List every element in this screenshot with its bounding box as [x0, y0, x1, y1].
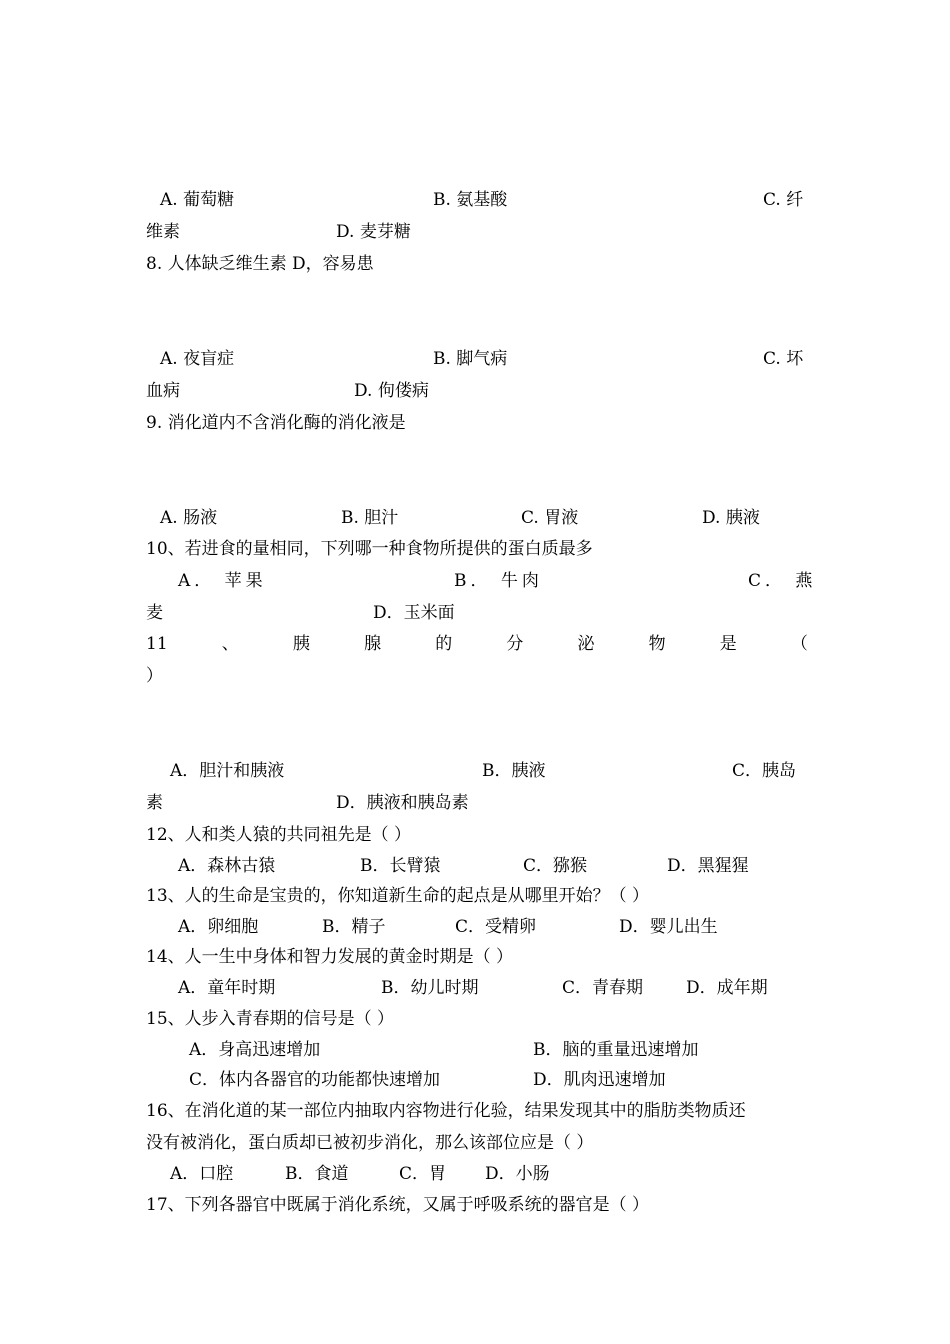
q11-stem-part: 腺 [364, 634, 382, 654]
q10-option-b: B． 牛肉 [454, 571, 543, 591]
q11-stem-part: 物 [648, 634, 666, 654]
q11-stem-part: 分 [506, 634, 524, 654]
q14-option-b: B．幼儿时期 [381, 978, 479, 998]
q7-option-b: B. 氨基酸 [433, 190, 508, 210]
q13-option-b: B．精子 [322, 917, 386, 937]
q11-option-b: B．胰液 [482, 761, 546, 781]
q9-option-a: A. 肠液 [160, 508, 218, 528]
q13-option-c: C．受精卵 [455, 917, 537, 937]
q16-option-b: B．食道 [285, 1164, 349, 1184]
q12-stem: 12、人和类人猿的共同祖先是（ ） [146, 825, 412, 845]
q10-stem: 10、若进食的量相同，下列哪一种食物所提供的蛋白质最多 [146, 539, 593, 559]
q11-stem-part: （ [790, 634, 808, 654]
q14-option-d: D．成年期 [686, 978, 768, 998]
q14-option-a: A．童年时期 [178, 978, 276, 998]
q13-option-d: D．婴儿出生 [619, 917, 718, 937]
q12-option-d: D．黑猩猩 [667, 856, 749, 876]
q16-stem-line1: 16、在消化道的某一部位内抽取内容物进行化验，结果发现其中的脂肪类物质还 [146, 1101, 746, 1121]
q11-option-a: A．胆汁和胰液 [170, 761, 285, 781]
q16-option-d: D．小肠 [485, 1164, 550, 1184]
q17-stem: 17、下列各器官中既属于消化系统，又属于呼吸系统的器官是（ ） [146, 1195, 650, 1215]
q11-stem-part: 胰 [292, 634, 310, 654]
q10-option-c: C． 燕 [748, 571, 817, 591]
q11-option-c-continued: 素 [146, 793, 163, 813]
q8-option-c-continued: 血病 [146, 381, 180, 401]
q9-option-b: B. 胆汁 [341, 508, 399, 528]
q7-option-d: D. 麦芽糖 [336, 222, 411, 242]
q9-stem: 9. 消化道内不含消化酶的消化液是 [146, 413, 406, 433]
q12-option-a: A．森林古猿 [178, 856, 276, 876]
q8-option-d: D. 佝偻病 [354, 381, 429, 401]
q7-option-c: C. 纤 [763, 190, 804, 210]
q15-option-b: B．脑的重量迅速增加 [533, 1040, 699, 1060]
q14-stem: 14、人一生中身体和智力发展的黄金时期是（ ） [146, 947, 514, 967]
q11-stem-part: 11 [146, 634, 168, 654]
q11-stem-part: 、 [221, 634, 239, 654]
q8-option-a: A. 夜盲症 [160, 349, 235, 369]
q7-option-c-continued: 维素 [146, 222, 180, 242]
q15-option-d: D．肌肉迅速增加 [533, 1070, 666, 1090]
q16-stem-line2: 没有被消化，蛋白质却已被初步消化，那么该部位应是（ ） [146, 1133, 594, 1153]
q11-option-d: D．胰液和胰岛素 [336, 793, 469, 813]
q11-option-c: C．胰岛 [732, 761, 797, 781]
q12-option-c: C．猕猴 [523, 856, 588, 876]
q15-stem: 15、人步入青春期的信号是（ ） [146, 1009, 395, 1029]
q7-option-a: A. 葡萄糖 [160, 190, 235, 210]
q15-option-a: A．身高迅速增加 [189, 1040, 321, 1060]
q8-option-c: C. 坏 [763, 349, 804, 369]
q10-option-d: D．玉米面 [373, 603, 455, 623]
q11-stem-continued: ） [146, 666, 163, 686]
q9-option-d: D. 胰液 [702, 508, 760, 528]
q11-stem [146, 633, 808, 655]
q13-option-a: A．卵细胞 [178, 917, 259, 937]
q12-option-b: B．长臂猿 [360, 856, 441, 876]
q13-stem: 13、人的生命是宝贵的，你知道新生命的起点是从哪里开始？（ ） [146, 886, 650, 906]
q11-stem-part: 是 [719, 634, 737, 654]
q10-option-c-continued: 麦 [146, 603, 163, 623]
q11-stem-part: 的 [435, 634, 453, 654]
q15-option-c: C．体内各器官的功能都快速增加 [189, 1070, 441, 1090]
q9-option-c: C. 胃液 [521, 508, 579, 528]
q10-option-a: A． 苹果 [178, 571, 267, 591]
q8-stem: 8. 人体缺乏维生素 D，容易患 [146, 254, 374, 274]
q16-option-a: A．口腔 [170, 1164, 234, 1184]
q16-option-c: C．胃 [399, 1164, 447, 1184]
q14-option-c: C．青春期 [562, 978, 644, 998]
q11-stem-part: 泌 [577, 634, 595, 654]
q8-option-b: B. 脚气病 [433, 349, 508, 369]
